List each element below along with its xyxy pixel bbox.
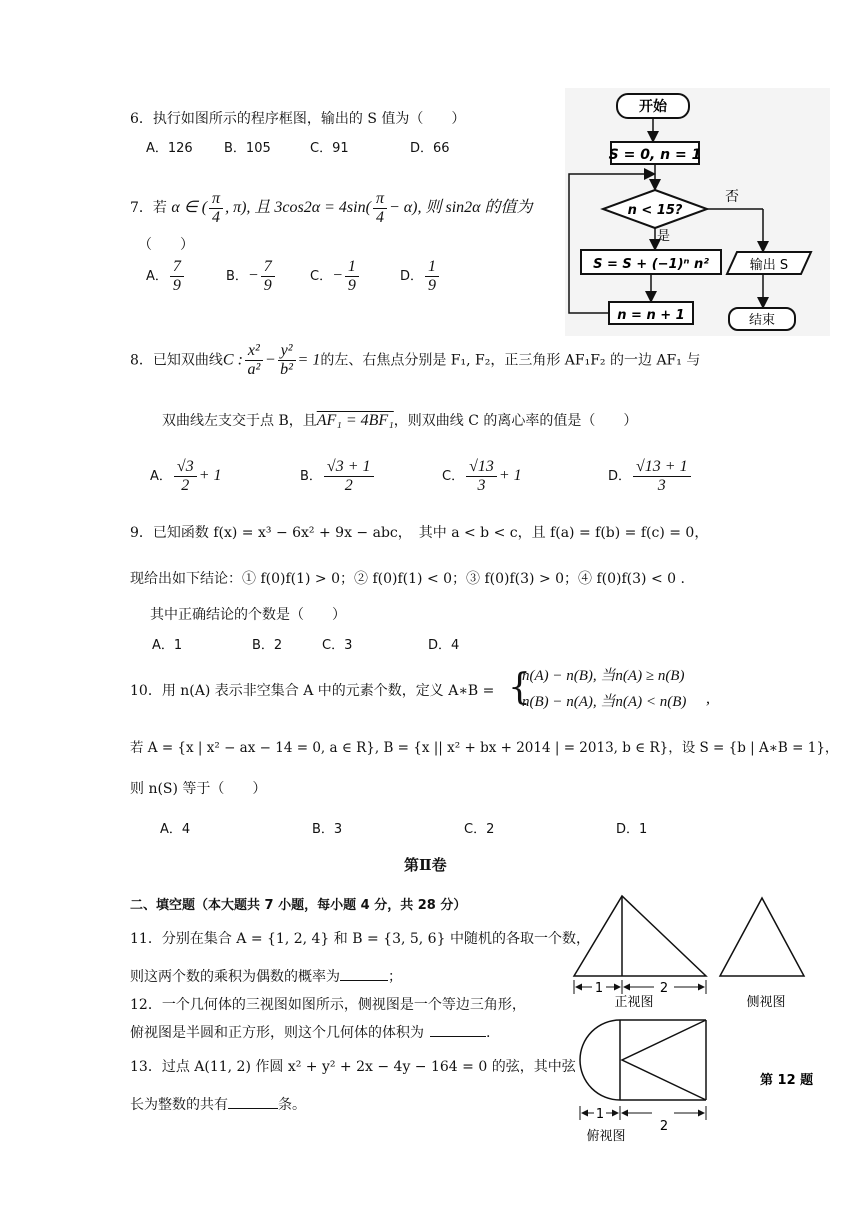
section-title: 第Ⅱ卷 bbox=[404, 856, 447, 874]
q8-line2: 双曲线左支交于点 B，且AF₁ = 4BF₁，则双曲线 C 的离心率的值是（ ） bbox=[162, 412, 638, 429]
q8-frac-y: $\frac{\text{y²}}{\text{b²}}$ bbox=[278, 342, 296, 379]
q12-line1: 12．一个几何体的三视图如图所示，侧视图是一个等边三角形， bbox=[130, 997, 526, 1013]
q12-line2: 俯视图是半圆和正方形，则这个几何体的体积为 . bbox=[130, 1025, 491, 1041]
q7-alpha-in: α ∈ ( bbox=[171, 199, 208, 216]
q8-option-c: C． $\frac{√13}{3}$ + 1 bbox=[442, 458, 522, 494]
section-header: 二、填空题（本大题共 7 小题，每小题 4 分，共 28 分） bbox=[130, 898, 467, 913]
q8-line1: 8．已知双曲线C : $\frac{\text{x²}}{\text{a²}}$ − $\frac{\text{y²}}{\text{b²}}$ = 1的左、右焦点分别是 F₁, F₂，正三角形 AF₁F₂ 的一边 AF₁ 与 bbox=[130, 342, 701, 378]
q9-line1: 9．已知函数 f(x) = x³ − 6x² + 9x − abc， 其中 a < b < c，且 f(a) = f(b) = f(c) = 0， bbox=[130, 525, 709, 541]
q7-paren: （ ） bbox=[138, 237, 194, 253]
q11-line1: 11．分别在集合 A = {1, 2, 4} 和 B = {3, 5, 6} 中随机的各取一个数， bbox=[130, 931, 590, 947]
q10-case1: n(A) − n(B), 当n(A) ≥ n(B) bbox=[522, 668, 685, 684]
q7-line1 bbox=[130, 186, 533, 230]
q10-option-c: C．2 bbox=[464, 822, 495, 837]
q10-option-b: B．3 bbox=[312, 822, 343, 837]
q10-option-a: A．4 bbox=[160, 822, 191, 837]
q10-case2: n(B) − n(A), 当n(A) < n(B) bbox=[522, 694, 687, 710]
q11-line2: 则这两个数的乘积为偶数的概率为 ； bbox=[130, 969, 402, 985]
q10-comma: , bbox=[706, 690, 710, 707]
figure-caption: 第 12 题 bbox=[760, 1073, 814, 1088]
q6-option-a: A．126 bbox=[146, 141, 193, 156]
q9-option-b: B．2 bbox=[252, 638, 283, 653]
q8-c: C : bbox=[222, 351, 243, 369]
flow-end-text: 结束 bbox=[748, 313, 776, 328]
q8-option-d: D． $\frac{√13 + 1}{3}$ bbox=[608, 458, 693, 495]
flow-start-text: 开始 bbox=[639, 99, 667, 115]
q9-line2: 现给出如下结论：① f(0)f(1) > 0；② f(0)f(1) < 0；③ f(0)f(3) > 0；④ f(0)f(3) < 0 . bbox=[130, 571, 685, 587]
flow-no-label: 否 bbox=[725, 189, 739, 205]
q13-line1: 13．过点 A(11, 2) 作圆 x² + y² + 2x − 4y − 164 = 0 的弦，其中弦 bbox=[130, 1059, 576, 1075]
q7-frac-pi4-a: $\frac{\pi}{4}$ bbox=[209, 190, 223, 227]
q11-answer-blank[interactable] bbox=[340, 980, 388, 981]
flowchart bbox=[565, 88, 830, 336]
q7-frac-pi4-b: $\frac{\pi}{4}$ bbox=[373, 190, 387, 227]
q8-frac-x: $\frac{\text{x²}}{\text{a²}}$ bbox=[245, 342, 263, 379]
q9-option-c: C．3 bbox=[322, 638, 353, 653]
q8-option-a: A． $\frac{√3}{2}$ + 1 bbox=[150, 458, 222, 494]
flow-output-text: 输出 S bbox=[749, 258, 789, 273]
q7-option-b: B．− $\frac{7}{9}$ bbox=[226, 258, 277, 295]
side-view-shape bbox=[720, 898, 804, 976]
flow-init-text: S = 0, n = 1 bbox=[608, 147, 702, 163]
top-dim-1: 1 bbox=[595, 1107, 605, 1122]
q8-vector: AF₁ = 4BF₁ bbox=[316, 412, 394, 429]
q10-line2: 若 A = {x | x² − ax − 14 = 0, a ∈ R}, B = {x || x² + bx + 2014 | = 2013, b ∈ R}，设 S = {b | A∗B = 1}， bbox=[130, 740, 839, 756]
q7-option-a: A． $\frac{7}{9}$ bbox=[146, 258, 186, 295]
q7-tail: − α), 则 sin2α 的值为 bbox=[388, 199, 533, 216]
q6-option-c: C．91 bbox=[310, 141, 349, 156]
top-view-label: 俯视图 bbox=[586, 1129, 626, 1144]
flow-update-text: S = S + (−1)ⁿ n² bbox=[593, 257, 709, 272]
flow-decision-text: n < 15? bbox=[627, 203, 683, 218]
q10-brace: { bbox=[508, 667, 531, 708]
q8-option-b: B． $\frac{√3 + 1}{2}$ bbox=[300, 458, 376, 495]
q8-prefix: 8．已知双曲线 bbox=[130, 352, 223, 369]
front-dim-1: 1 bbox=[594, 981, 604, 996]
q12-answer-blank[interactable] bbox=[430, 1036, 486, 1037]
q6-option-b: B．105 bbox=[224, 141, 271, 156]
q7-mid: , π), 且 3cos2α = 4sin( bbox=[225, 199, 371, 216]
q7-prefix: 7．若 bbox=[130, 200, 167, 216]
three-views-figure bbox=[564, 890, 834, 1152]
top-dim-2: 2 bbox=[659, 1119, 669, 1134]
front-view-shape bbox=[574, 896, 706, 976]
q9-option-a: A．1 bbox=[152, 638, 183, 653]
q6-option-d: D．66 bbox=[410, 141, 450, 156]
q13-line2: 长为整数的共有 条。 bbox=[130, 1097, 306, 1113]
q6-stem: 6．执行如图所示的程序框图，输出的 S 值为（ ） bbox=[130, 111, 466, 127]
side-view-label: 侧视图 bbox=[746, 995, 786, 1010]
front-view-label: 正视图 bbox=[614, 995, 654, 1010]
q7-option-d: D． $\frac{1}{9}$ bbox=[400, 258, 441, 295]
q10-line1: 10．用 n(A) 表示非空集合 A 中的元素个数，定义 A∗B = bbox=[130, 683, 495, 699]
q9-line3: 其中正确结论的个数是（ ） bbox=[150, 607, 346, 623]
q7-option-c: C．− $\frac{1}{9}$ bbox=[310, 258, 361, 295]
q10-option-d: D．1 bbox=[616, 822, 648, 837]
top-view-semicircle bbox=[580, 1020, 620, 1100]
flow-incr-text: n = n + 1 bbox=[617, 308, 685, 323]
q8-rest: 的左、右焦点分别是 F₁, F₂，正三角形 AF₁F₂ 的一边 AF₁ 与 bbox=[320, 352, 701, 369]
front-dim-2: 2 bbox=[659, 981, 669, 996]
q13-answer-blank[interactable] bbox=[228, 1108, 278, 1109]
flow-yes-label: 是 bbox=[657, 229, 671, 244]
q10-line3: 则 n(S) 等于（ ） bbox=[130, 781, 267, 797]
q9-option-d: D．4 bbox=[428, 638, 460, 653]
